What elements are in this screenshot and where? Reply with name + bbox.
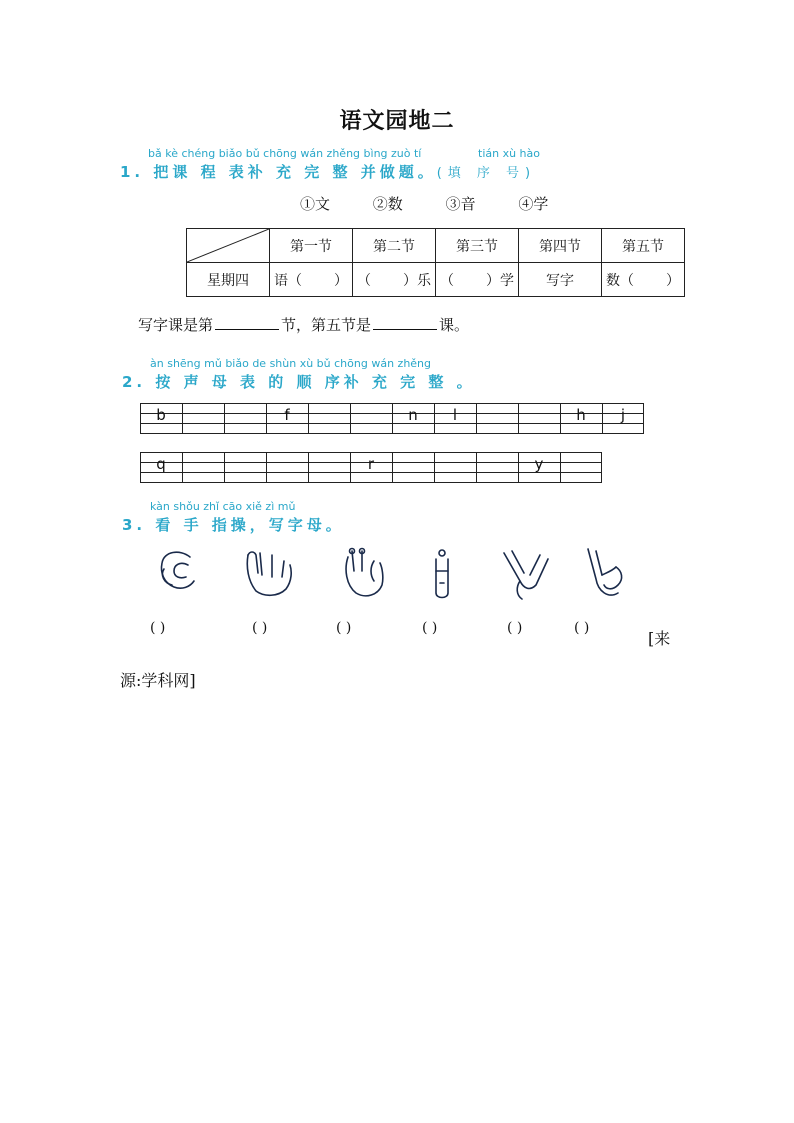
schedule-table	[186, 228, 685, 297]
letter-grid-row-1	[140, 403, 644, 433]
table-header-row	[187, 229, 685, 263]
cell-text-right: ）乐	[403, 272, 431, 289]
fill-text-2: 节，第五节是	[281, 316, 372, 334]
letter-text: l	[452, 406, 458, 424]
hand-m-icon	[247, 552, 291, 595]
q1-pinyin: bǎ kè chéng biǎo bǔ chōng wán zhěng bìng zuò tí	[148, 147, 422, 160]
grid-guide-line	[140, 482, 602, 483]
fill-text-1: 写字课是第	[138, 316, 214, 334]
blank-letter-cell[interactable]	[434, 452, 476, 482]
answer-paren-5[interactable]: ( )	[507, 620, 523, 636]
diagonal-header-cell	[187, 229, 270, 263]
blank-1[interactable]	[215, 315, 279, 330]
letter-text: f	[284, 406, 290, 424]
option-2: ②数	[372, 195, 403, 213]
header-period-3: 第三节	[436, 229, 519, 263]
cell-text-right: ）	[666, 272, 680, 289]
letter-text: n	[408, 406, 418, 424]
table-row	[187, 263, 685, 297]
q1-paren-note: (填 序 号)	[436, 166, 537, 181]
blank-2[interactable]	[373, 315, 437, 330]
hand-n-icon	[346, 549, 383, 596]
header-period-2: 第二节	[353, 229, 436, 263]
letter-text: h	[576, 406, 586, 424]
answer-paren-6[interactable]: ( )	[574, 620, 590, 636]
option-3: ③音	[445, 195, 476, 213]
hand-k-icon	[588, 549, 622, 595]
cell-text-left: 数（	[606, 272, 634, 289]
fill-text-3: 课。	[439, 316, 470, 334]
letter-text: q	[156, 455, 166, 473]
blank-letter-cell[interactable]	[476, 403, 518, 433]
letter-text: y	[534, 455, 544, 473]
q2-heading: 2. 按 声 母 表 的 顺 序补 充 完 整 。	[122, 373, 476, 391]
option-list	[300, 193, 586, 214]
cell-text-right: ）学	[486, 272, 514, 289]
cell-text: 写字	[546, 272, 574, 289]
cell-text-left: （	[357, 272, 371, 289]
answer-cell-1[interactable]	[270, 263, 353, 297]
cell-text-right: ）	[334, 272, 348, 289]
blank-letter-cell[interactable]	[308, 452, 350, 482]
cell-text-left: （	[440, 272, 454, 289]
cell-text-left: 语（	[274, 272, 302, 289]
header-period-4: 第四节	[519, 229, 602, 263]
source-note-part2: 源:学科网]	[120, 671, 196, 690]
fill-sentence	[138, 314, 469, 335]
blank-letter-cell[interactable]	[476, 452, 518, 482]
letter-text: r	[367, 455, 375, 473]
hand-i-icon	[436, 550, 448, 598]
source-note-part1: [来	[648, 629, 671, 648]
answer-cell-3[interactable]	[436, 263, 519, 297]
letter-grid-row-2	[140, 452, 602, 482]
answer-paren-2[interactable]: ( )	[252, 620, 268, 636]
hand-gestures	[150, 545, 650, 607]
diagonal-line-icon	[187, 229, 269, 262]
letter-text: b	[156, 406, 166, 424]
q3-heading: 3. 看 手 指操，写字母。	[122, 516, 345, 534]
header-period-5: 第五节	[602, 229, 685, 263]
hand-v-icon	[504, 551, 548, 599]
answer-paren-4[interactable]: ( )	[422, 620, 438, 636]
answer-cell-5[interactable]	[602, 263, 685, 297]
answer-cell-4	[519, 263, 602, 297]
blank-letter-cell[interactable]	[224, 452, 266, 482]
blank-letter-cell[interactable]	[182, 403, 224, 433]
blank-letter-cell[interactable]	[518, 403, 560, 433]
q1-text: 1. 把课 程 表补 充 完 整 并做题。	[120, 163, 437, 181]
blank-letter-cell[interactable]	[350, 403, 392, 433]
letter-text: j	[620, 406, 626, 424]
row-label: 星期四	[187, 263, 270, 297]
blank-letter-cell[interactable]	[182, 452, 224, 482]
page-title: 语文园地二	[339, 108, 455, 134]
blank-letter-cell[interactable]	[560, 452, 602, 482]
answer-paren-1[interactable]: ( )	[150, 620, 166, 636]
option-4: ④学	[518, 195, 549, 213]
q1-pinyin-tail: tián xù hào	[478, 147, 540, 160]
q2-pinyin: àn shēng mǔ biǎo de shùn xù bǔ chōng wán zhěng	[150, 357, 432, 370]
blank-letter-cell[interactable]	[392, 452, 434, 482]
grid-guide-line	[140, 433, 644, 434]
answer-cell-2[interactable]	[353, 263, 436, 297]
header-period-1: 第一节	[270, 229, 353, 263]
q3-pinyin: kàn shǒu zhǐ cāo xiě zì mǔ	[150, 500, 296, 513]
answer-paren-3[interactable]: ( )	[336, 620, 352, 636]
q1-heading	[120, 161, 536, 182]
option-1: ①文	[300, 195, 331, 213]
hand-c-icon	[162, 552, 195, 588]
blank-letter-cell[interactable]	[266, 452, 308, 482]
blank-letter-cell[interactable]	[224, 403, 266, 433]
blank-letter-cell[interactable]	[308, 403, 350, 433]
